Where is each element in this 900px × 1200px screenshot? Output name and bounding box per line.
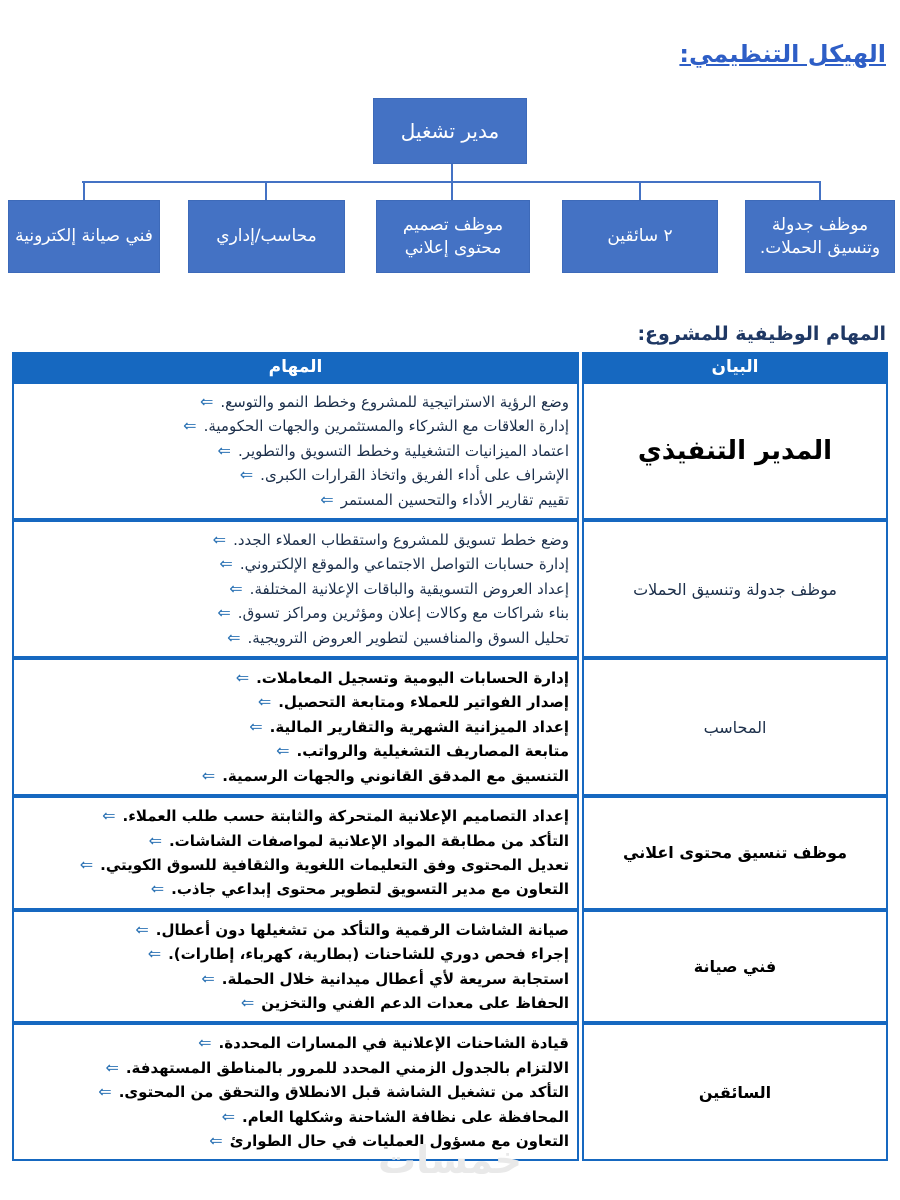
org-chart-root-box: مدير تشغيل <box>373 98 527 164</box>
tasks-cell <box>12 796 579 910</box>
task-text: التأكد من تشغيل الشاشة قبل الانطلاق والتحقق من المحتوى. <box>118 1083 569 1102</box>
task-text: استجابة سريعة لأي أعطال ميدانية خلال الحملة. <box>221 969 569 988</box>
org-chart-box: محاسب/إداري <box>188 200 345 273</box>
left-double-arrow-icon: ⇐ <box>79 854 94 874</box>
left-double-arrow-icon: ⇐ <box>135 919 149 939</box>
task-text: تحليل السوق والمنافسين لتطوير العروض الترويجية. <box>247 628 569 647</box>
connector-line <box>265 181 267 200</box>
role-cell: المدير التنفيذي <box>582 382 888 520</box>
role-cell: فني صيانة <box>582 910 888 1024</box>
task-text: متابعة المصاريف التشغيلية والرواتب. <box>296 742 569 761</box>
task-item <box>18 463 569 487</box>
task-text: الحفاظ على معدات الدعم الفني والتخزين <box>261 993 569 1012</box>
connector-line <box>639 181 641 200</box>
left-double-arrow-icon: ⇐ <box>227 627 241 647</box>
task-item <box>18 390 569 414</box>
header-tasks: المهام <box>12 352 579 382</box>
task-text: الالتزام بالجدول الزمني المحدد للمرور بالمناطق المستهدفة. <box>125 1058 569 1077</box>
left-double-arrow-icon: ⇐ <box>212 530 227 550</box>
left-double-arrow-icon: ⇐ <box>217 440 231 460</box>
task-text: إعداد العروض التسويقية والباقات الإعلانية المختلفة. <box>249 579 569 598</box>
org-chart-box: موظف جدولة وتنسيق الحملات. <box>745 200 895 273</box>
tasks-cell <box>12 382 579 520</box>
jobs-table-body <box>12 382 888 1161</box>
left-double-arrow-icon: ⇐ <box>150 879 165 899</box>
task-item <box>18 666 569 690</box>
org-chart-box: موظف تصميم محتوى إعلاني <box>376 200 530 273</box>
task-item <box>18 1105 569 1129</box>
left-double-arrow-icon: ⇐ <box>198 1033 212 1053</box>
task-item <box>18 764 569 788</box>
task-text: الإشراف على أداء الفريق واتخاذ القرارات الكبرى. <box>260 466 569 485</box>
left-double-arrow-icon: ⇐ <box>240 992 255 1012</box>
org-chart-connectors <box>0 164 900 200</box>
role-cell: موظف تنسيق محتوى اعلاني <box>582 796 888 910</box>
task-text: إجراء فحص دوري للشاحنات (بطارية، كهرباء، إطارات). <box>168 945 569 964</box>
task-text: المحافظة على نظافة الشاحنة وشكلها العام. <box>242 1107 569 1126</box>
left-double-arrow-icon: ⇐ <box>229 578 243 598</box>
header-statement: البيان <box>582 352 888 382</box>
task-item <box>18 853 569 877</box>
task-item <box>18 577 569 601</box>
table-row <box>12 382 888 520</box>
task-text: صيانة الشاشات الرقمية والتأكد من تشغيلها دون أعطال. <box>155 920 569 939</box>
task-item <box>18 626 569 650</box>
left-double-arrow-icon: ⇐ <box>201 765 216 785</box>
tasks-cell <box>12 910 579 1024</box>
table-header-row <box>12 352 888 382</box>
task-item <box>18 918 569 942</box>
task-item <box>18 690 569 714</box>
page-title: الهيكل التنظيمي: <box>679 40 886 68</box>
left-double-arrow-icon: ⇐ <box>276 741 290 761</box>
left-double-arrow-icon: ⇐ <box>183 416 197 436</box>
task-text: التعاون مع مسؤول العمليات في حال الطوارئ <box>229 1131 569 1150</box>
khamsat-watermark: خمسات <box>378 1138 522 1182</box>
table-row <box>12 520 888 658</box>
connector-line <box>83 181 85 200</box>
connector-line <box>451 164 453 181</box>
org-chart-box: فني صيانة إلكترونية <box>8 200 160 273</box>
task-text: التنسيق مع المدقق القانوني والجهات الرسمية. <box>222 766 569 785</box>
task-item <box>18 804 569 828</box>
role-cell: المحاسب <box>582 658 888 796</box>
task-text: بناء شراكات مع وكالات إعلان ومؤثرين ومراكز تسوق. <box>237 604 569 623</box>
task-text: تعديل المحتوى وفق التعليمات اللغوية والثقافية للسوق الكويتي. <box>100 855 569 874</box>
table-row <box>12 910 888 1024</box>
task-text: التعاون مع مدير التسويق لتطوير محتوى إبداعي جاذب. <box>171 880 569 899</box>
left-double-arrow-icon: ⇐ <box>257 692 272 712</box>
task-item <box>18 488 569 512</box>
task-text: إعداد التصاميم الإعلانية المتحركة والثابتة حسب طلب العملاء. <box>122 807 569 826</box>
connector-line <box>451 181 453 200</box>
left-double-arrow-icon: ⇐ <box>235 668 250 688</box>
task-item <box>18 528 569 552</box>
tasks-cell <box>12 658 579 796</box>
org-chart <box>0 98 900 273</box>
left-double-arrow-icon: ⇐ <box>201 968 215 988</box>
left-double-arrow-icon: ⇐ <box>147 944 162 964</box>
left-double-arrow-icon: ⇐ <box>239 465 254 485</box>
task-text: إصدار الفواتير للعملاء ومتابعة التحصيل. <box>278 693 569 712</box>
task-text: وضع الرؤية الاستراتيجية للمشروع وخطط النمو والتوسع. <box>220 393 569 411</box>
left-double-arrow-icon: ⇐ <box>219 554 233 574</box>
task-item <box>18 967 569 991</box>
task-item <box>18 414 569 438</box>
org-children <box>0 200 900 273</box>
left-double-arrow-icon: ⇐ <box>105 1057 119 1077</box>
task-item <box>18 1031 569 1055</box>
task-item <box>18 991 569 1015</box>
tasks-cell <box>12 520 579 658</box>
task-item <box>18 739 569 763</box>
left-double-arrow-icon: ⇐ <box>249 716 263 736</box>
role-cell: السائقين <box>582 1023 888 1161</box>
task-text: إعداد الميزانية الشهرية والتقارير المالية. <box>269 717 569 736</box>
left-double-arrow-icon: ⇐ <box>148 830 162 850</box>
left-double-arrow-icon: ⇐ <box>221 1106 236 1126</box>
left-double-arrow-icon: ⇐ <box>102 806 116 826</box>
task-item <box>18 942 569 966</box>
task-text: إدارة الحسابات اليومية وتسجيل المعاملات. <box>256 669 569 688</box>
task-text: إدارة حسابات التواصل الاجتماعي والموقع الإلكتروني. <box>239 555 569 574</box>
org-chart-box: ٢ سائقين <box>562 200 718 273</box>
jobs-table <box>12 352 888 1161</box>
section-title: المهام الوظيفية للمشروع: <box>637 323 886 345</box>
left-double-arrow-icon: ⇐ <box>98 1082 112 1102</box>
left-double-arrow-icon: ⇐ <box>320 489 334 509</box>
task-item <box>18 439 569 463</box>
task-text: تقييم تقارير الأداء والتحسين المستمر <box>340 490 569 509</box>
task-item <box>18 1080 569 1104</box>
task-item <box>18 877 569 901</box>
task-item <box>18 601 569 625</box>
task-item <box>18 715 569 739</box>
task-text: اعتماد الميزانيات التشغيلية وخطط التسويق والتطوير. <box>237 441 569 460</box>
task-text: إدارة العلاقات مع الشركاء والمستثمرين والجهات الحكومية. <box>203 417 569 436</box>
connector-line <box>819 181 821 200</box>
task-text: التأكد من مطابقة المواد الإعلانية لمواصفات الشاشات. <box>168 831 569 850</box>
table-row <box>12 796 888 910</box>
task-text: وضع خطط تسويق للمشروع واستقطاب العملاء الجدد. <box>233 531 569 550</box>
table-row <box>12 658 888 796</box>
task-item <box>18 552 569 576</box>
left-double-arrow-icon: ⇐ <box>199 392 214 411</box>
task-item <box>18 1056 569 1080</box>
left-double-arrow-icon: ⇐ <box>217 603 231 623</box>
role-cell: موظف جدولة وتنسيق الحملات <box>582 520 888 658</box>
left-double-arrow-icon: ⇐ <box>209 1130 223 1150</box>
task-text: قيادة الشاحنات الإعلانية في المسارات المحددة. <box>218 1034 569 1053</box>
task-item <box>18 829 569 853</box>
